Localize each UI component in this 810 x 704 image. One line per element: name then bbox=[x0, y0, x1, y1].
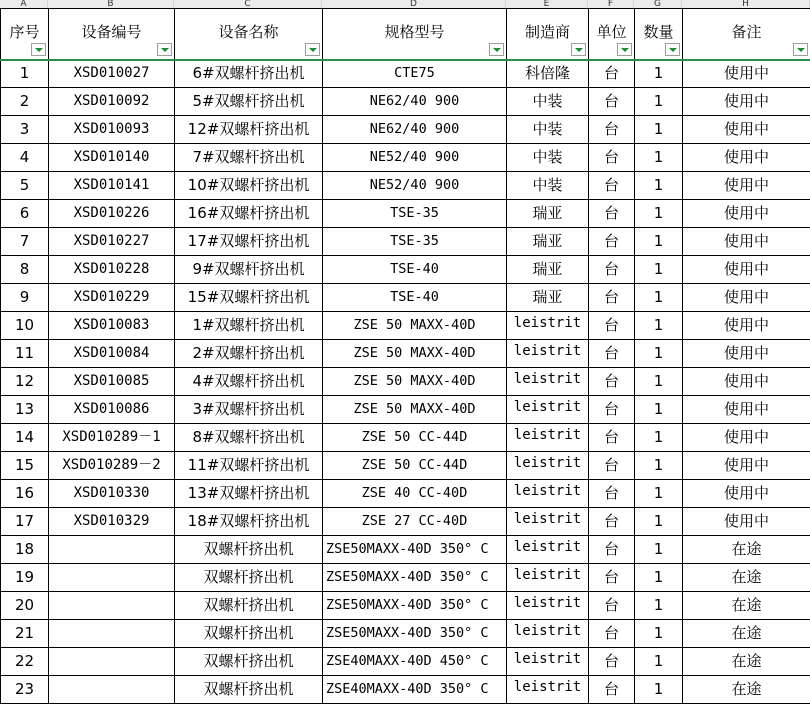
cell-remark[interactable]: 在途 bbox=[683, 620, 810, 648]
cell-remark[interactable]: 在途 bbox=[683, 592, 810, 620]
cell-quantity[interactable]: 1 bbox=[635, 368, 683, 396]
cell-remark[interactable]: 使用中 bbox=[683, 424, 810, 452]
cell-manufacturer[interactable]: leistrit bbox=[507, 368, 589, 396]
filter-dropdown-icon[interactable] bbox=[665, 43, 680, 56]
header-cell-manufacturer[interactable] bbox=[507, 9, 589, 60]
table-row bbox=[1, 172, 810, 200]
cell-equipment-code[interactable]: XSD010228 bbox=[49, 256, 175, 284]
data-table bbox=[0, 8, 810, 704]
cell-spec-model[interactable]: TSE-35 bbox=[323, 228, 507, 256]
cell-spec-model[interactable]: ZSE 50 MAXX-40D bbox=[323, 340, 507, 368]
cell-quantity[interactable]: 1 bbox=[635, 116, 683, 144]
cell-equipment-code[interactable]: XSD010140 bbox=[49, 144, 175, 172]
cell-manufacturer[interactable]: leistrit bbox=[507, 396, 589, 424]
cell-spec-model[interactable]: ZSE 50 CC-44D bbox=[323, 424, 507, 452]
cell-unit[interactable]: 台 bbox=[589, 648, 635, 676]
filter-dropdown-icon[interactable] bbox=[617, 43, 632, 56]
cell-equipment-code[interactable]: XSD010227 bbox=[49, 228, 175, 256]
cell-manufacturer[interactable]: 瑞亚 bbox=[507, 228, 589, 256]
cell-spec-model[interactable]: ZSE 40 CC-40D bbox=[323, 480, 507, 508]
header-cell-unit[interactable] bbox=[589, 9, 635, 60]
cell-remark[interactable]: 使用中 bbox=[683, 144, 810, 172]
table-row bbox=[1, 508, 810, 536]
cell-equipment-name[interactable]: 双螺杆挤出机 bbox=[175, 648, 323, 676]
header-label: 单位 bbox=[596, 22, 627, 41]
cell-remark[interactable]: 使用中 bbox=[683, 172, 810, 200]
header-cell-equipment-code[interactable] bbox=[49, 9, 175, 60]
cell-remark[interactable]: 在途 bbox=[683, 676, 810, 704]
cell-spec-model[interactable]: TSE-35 bbox=[323, 200, 507, 228]
header-label: 制造商 bbox=[524, 22, 570, 41]
cell-equipment-name[interactable]: 8#双螺杆挤出机 bbox=[175, 424, 323, 452]
cell-manufacturer[interactable]: leistrit bbox=[507, 620, 589, 648]
table-row bbox=[1, 396, 810, 424]
cell-remark[interactable]: 使用中 bbox=[683, 200, 810, 228]
cell-manufacturer[interactable]: 中装 bbox=[507, 116, 589, 144]
header-label: 数量 bbox=[643, 22, 674, 41]
cell-seq[interactable]: 6 bbox=[1, 200, 49, 228]
column-letter-unit[interactable]: F bbox=[588, 0, 634, 8]
cell-manufacturer[interactable]: leistrit bbox=[507, 452, 589, 480]
cell-seq[interactable]: 22 bbox=[1, 648, 49, 676]
cell-equipment-code[interactable]: XSD010289－1 bbox=[49, 424, 175, 452]
cell-unit[interactable]: 台 bbox=[589, 564, 635, 592]
cell-unit[interactable]: 台 bbox=[589, 88, 635, 116]
table-row bbox=[1, 592, 810, 620]
freeze-pane-line bbox=[0, 59, 810, 61]
cell-equipment-code[interactable]: XSD010027 bbox=[49, 60, 175, 88]
cell-equipment-name[interactable]: 11#双螺杆挤出机 bbox=[175, 452, 323, 480]
cell-unit[interactable]: 台 bbox=[589, 424, 635, 452]
table-row bbox=[1, 648, 810, 676]
cell-quantity[interactable]: 1 bbox=[635, 144, 683, 172]
table-row bbox=[1, 228, 810, 256]
cell-equipment-name[interactable]: 6#双螺杆挤出机 bbox=[175, 60, 323, 88]
cell-seq[interactable]: 21 bbox=[1, 620, 49, 648]
table-row bbox=[1, 60, 810, 88]
cell-quantity[interactable]: 1 bbox=[635, 564, 683, 592]
cell-unit[interactable]: 台 bbox=[589, 480, 635, 508]
cell-quantity[interactable]: 1 bbox=[635, 536, 683, 564]
table-row bbox=[1, 88, 810, 116]
table-row bbox=[1, 536, 810, 564]
cell-remark[interactable]: 使用中 bbox=[683, 284, 810, 312]
table-row bbox=[1, 452, 810, 480]
header-cell-seq[interactable] bbox=[1, 9, 49, 60]
cell-manufacturer[interactable]: 瑞亚 bbox=[507, 284, 589, 312]
filter-dropdown-icon[interactable] bbox=[305, 43, 320, 56]
cell-quantity[interactable]: 1 bbox=[635, 60, 683, 88]
header-row bbox=[1, 9, 810, 60]
cell-seq[interactable]: 15 bbox=[1, 452, 49, 480]
cell-equipment-name[interactable]: 18#双螺杆挤出机 bbox=[175, 508, 323, 536]
cell-manufacturer[interactable]: leistrit bbox=[507, 592, 589, 620]
cell-equipment-name[interactable]: 双螺杆挤出机 bbox=[175, 676, 323, 704]
cell-spec-model[interactable]: ZSE40MAXX-40D 450° C bbox=[323, 648, 507, 676]
cell-remark[interactable]: 使用中 bbox=[683, 508, 810, 536]
filter-dropdown-icon[interactable] bbox=[793, 43, 808, 56]
table-row bbox=[1, 424, 810, 452]
table-row bbox=[1, 564, 810, 592]
cell-equipment-name[interactable]: 双螺杆挤出机 bbox=[175, 620, 323, 648]
cell-equipment-name[interactable]: 15#双螺杆挤出机 bbox=[175, 284, 323, 312]
header-label: 备注 bbox=[731, 22, 762, 41]
cell-seq[interactable]: 10 bbox=[1, 312, 49, 340]
cell-quantity[interactable]: 1 bbox=[635, 284, 683, 312]
cell-manufacturer[interactable]: 中装 bbox=[507, 88, 589, 116]
cell-remark[interactable]: 在途 bbox=[683, 536, 810, 564]
cell-quantity[interactable]: 1 bbox=[635, 172, 683, 200]
cell-quantity[interactable]: 1 bbox=[635, 620, 683, 648]
cell-seq[interactable]: 23 bbox=[1, 676, 49, 704]
cell-quantity[interactable]: 1 bbox=[635, 424, 683, 452]
cell-manufacturer[interactable]: leistrit bbox=[507, 340, 589, 368]
header-cell-equipment-name[interactable] bbox=[175, 9, 323, 60]
cell-quantity[interactable]: 1 bbox=[635, 396, 683, 424]
cell-remark[interactable]: 在途 bbox=[683, 648, 810, 676]
cell-equipment-name[interactable]: 1#双螺杆挤出机 bbox=[175, 312, 323, 340]
cell-quantity[interactable]: 1 bbox=[635, 592, 683, 620]
cell-equipment-code[interactable]: XSD010093 bbox=[49, 116, 175, 144]
cell-seq[interactable]: 4 bbox=[1, 144, 49, 172]
cell-equipment-code[interactable]: XSD010329 bbox=[49, 508, 175, 536]
table-row bbox=[1, 340, 810, 368]
cell-manufacturer[interactable]: leistrit bbox=[507, 648, 589, 676]
cell-spec-model[interactable]: TSE-40 bbox=[323, 284, 507, 312]
cell-equipment-code[interactable] bbox=[49, 564, 175, 592]
cell-seq[interactable]: 3 bbox=[1, 116, 49, 144]
cell-equipment-code[interactable]: XSD010289－2 bbox=[49, 452, 175, 480]
cell-unit[interactable]: 台 bbox=[589, 620, 635, 648]
filter-dropdown-icon[interactable] bbox=[157, 43, 172, 56]
cell-equipment-name[interactable]: 双螺杆挤出机 bbox=[175, 536, 323, 564]
cell-equipment-code[interactable]: XSD010084 bbox=[49, 340, 175, 368]
header-cell-remark[interactable] bbox=[683, 9, 810, 60]
column-letter-quantity[interactable]: G bbox=[634, 0, 682, 8]
cell-remark[interactable]: 使用中 bbox=[683, 116, 810, 144]
cell-quantity[interactable]: 1 bbox=[635, 508, 683, 536]
table-row bbox=[1, 676, 810, 704]
header-label: 设备名称 bbox=[218, 22, 279, 41]
cell-equipment-name[interactable]: 5#双螺杆挤出机 bbox=[175, 88, 323, 116]
cell-equipment-name[interactable]: 17#双螺杆挤出机 bbox=[175, 228, 323, 256]
cell-unit[interactable]: 台 bbox=[589, 116, 635, 144]
cell-seq[interactable]: 20 bbox=[1, 592, 49, 620]
cell-unit[interactable]: 台 bbox=[589, 200, 635, 228]
cell-seq[interactable]: 2 bbox=[1, 88, 49, 116]
cell-seq[interactable]: 11 bbox=[1, 340, 49, 368]
cell-spec-model[interactable]: ZSE50MAXX-40D 350° C bbox=[323, 564, 507, 592]
header-label: 规格型号 bbox=[384, 22, 445, 41]
cell-unit[interactable]: 台 bbox=[589, 312, 635, 340]
cell-spec-model[interactable]: ZSE 50 CC-44D bbox=[323, 452, 507, 480]
cell-equipment-name[interactable]: 双螺杆挤出机 bbox=[175, 564, 323, 592]
cell-equipment-code[interactable]: XSD010330 bbox=[49, 480, 175, 508]
cell-remark[interactable]: 使用中 bbox=[683, 60, 810, 88]
cell-quantity[interactable]: 1 bbox=[635, 312, 683, 340]
cell-quantity[interactable]: 1 bbox=[635, 648, 683, 676]
cell-unit[interactable]: 台 bbox=[589, 228, 635, 256]
cell-unit[interactable]: 台 bbox=[589, 256, 635, 284]
table-row bbox=[1, 480, 810, 508]
cell-equipment-name[interactable]: 10#双螺杆挤出机 bbox=[175, 172, 323, 200]
cell-seq[interactable]: 5 bbox=[1, 172, 49, 200]
cell-quantity[interactable]: 1 bbox=[635, 480, 683, 508]
cell-manufacturer[interactable]: 科倍隆 bbox=[507, 60, 589, 88]
cell-remark[interactable]: 使用中 bbox=[683, 480, 810, 508]
cell-manufacturer[interactable]: leistrit bbox=[507, 564, 589, 592]
column-letter-equipment-code[interactable]: B bbox=[48, 0, 174, 8]
table-row bbox=[1, 200, 810, 228]
cell-equipment-code[interactable] bbox=[49, 676, 175, 704]
cell-equipment-code[interactable] bbox=[49, 620, 175, 648]
cell-seq[interactable]: 12 bbox=[1, 368, 49, 396]
cell-spec-model[interactable]: NE62/40 900 bbox=[323, 88, 507, 116]
cell-spec-model[interactable]: CTE75 bbox=[323, 60, 507, 88]
cell-spec-model[interactable]: ZSE 50 MAXX-40D bbox=[323, 368, 507, 396]
cell-seq[interactable]: 13 bbox=[1, 396, 49, 424]
cell-equipment-code[interactable]: XSD010092 bbox=[49, 88, 175, 116]
cell-unit[interactable]: 台 bbox=[589, 676, 635, 704]
cell-spec-model[interactable]: ZSE50MAXX-40D 350° C bbox=[323, 592, 507, 620]
cell-quantity[interactable]: 1 bbox=[635, 340, 683, 368]
table-row bbox=[1, 368, 810, 396]
cell-seq[interactable]: 14 bbox=[1, 424, 49, 452]
column-letter-seq[interactable]: A bbox=[0, 0, 48, 8]
cell-remark[interactable]: 使用中 bbox=[683, 340, 810, 368]
cell-manufacturer[interactable]: leistrit bbox=[507, 424, 589, 452]
table-row bbox=[1, 256, 810, 284]
table-row bbox=[1, 116, 810, 144]
cell-seq[interactable]: 9 bbox=[1, 284, 49, 312]
cell-unit[interactable]: 台 bbox=[589, 60, 635, 88]
cell-remark[interactable]: 使用中 bbox=[683, 256, 810, 284]
cell-equipment-code[interactable]: XSD010229 bbox=[49, 284, 175, 312]
cell-quantity[interactable]: 1 bbox=[635, 200, 683, 228]
cell-quantity[interactable]: 1 bbox=[635, 452, 683, 480]
cell-spec-model[interactable]: NE52/40 900 bbox=[323, 172, 507, 200]
cell-remark[interactable]: 使用中 bbox=[683, 228, 810, 256]
cell-equipment-name[interactable]: 9#双螺杆挤出机 bbox=[175, 256, 323, 284]
cell-manufacturer[interactable]: leistrit bbox=[507, 508, 589, 536]
cell-spec-model[interactable]: ZSE40MAXX-40D 350° C bbox=[323, 676, 507, 704]
cell-seq[interactable]: 17 bbox=[1, 508, 49, 536]
cell-unit[interactable]: 台 bbox=[589, 368, 635, 396]
cell-remark[interactable]: 使用中 bbox=[683, 368, 810, 396]
cell-manufacturer[interactable]: 瑞亚 bbox=[507, 256, 589, 284]
cell-manufacturer[interactable]: 中装 bbox=[507, 172, 589, 200]
cell-equipment-name[interactable]: 16#双螺杆挤出机 bbox=[175, 200, 323, 228]
cell-remark[interactable]: 在途 bbox=[683, 564, 810, 592]
cell-manufacturer[interactable]: 瑞亚 bbox=[507, 200, 589, 228]
cell-equipment-code[interactable] bbox=[49, 592, 175, 620]
filter-dropdown-icon[interactable] bbox=[571, 43, 586, 56]
cell-unit[interactable]: 台 bbox=[589, 172, 635, 200]
cell-seq[interactable]: 1 bbox=[1, 60, 49, 88]
table-row bbox=[1, 284, 810, 312]
cell-spec-model[interactable]: ZSE50MAXX-40D 350° C bbox=[323, 536, 507, 564]
cell-spec-model[interactable]: ZSE 27 CC-40D bbox=[323, 508, 507, 536]
cell-remark[interactable]: 使用中 bbox=[683, 88, 810, 116]
cell-quantity[interactable]: 1 bbox=[635, 256, 683, 284]
cell-unit[interactable]: 台 bbox=[589, 284, 635, 312]
cell-spec-model[interactable]: NE52/40 900 bbox=[323, 144, 507, 172]
cell-manufacturer[interactable]: leistrit bbox=[507, 676, 589, 704]
column-letter-spec-model[interactable]: D bbox=[322, 0, 506, 8]
column-letter-remark[interactable]: H bbox=[682, 0, 810, 8]
cell-equipment-name[interactable]: 4#双螺杆挤出机 bbox=[175, 368, 323, 396]
cell-seq[interactable]: 18 bbox=[1, 536, 49, 564]
table-row bbox=[1, 620, 810, 648]
filter-dropdown-icon[interactable] bbox=[31, 43, 46, 56]
cell-equipment-name[interactable]: 双螺杆挤出机 bbox=[175, 592, 323, 620]
cell-unit[interactable]: 台 bbox=[589, 592, 635, 620]
cell-seq[interactable]: 16 bbox=[1, 480, 49, 508]
cell-equipment-name[interactable]: 2#双螺杆挤出机 bbox=[175, 340, 323, 368]
cell-manufacturer[interactable]: 中装 bbox=[507, 144, 589, 172]
cell-unit[interactable]: 台 bbox=[589, 144, 635, 172]
cell-manufacturer[interactable]: leistrit bbox=[507, 480, 589, 508]
column-letter-manufacturer[interactable]: E bbox=[506, 0, 588, 8]
cell-quantity[interactable]: 1 bbox=[635, 88, 683, 116]
header-label: 序号 bbox=[9, 22, 40, 41]
filter-dropdown-icon[interactable] bbox=[489, 43, 504, 56]
cell-equipment-code[interactable]: XSD010086 bbox=[49, 396, 175, 424]
cell-spec-model[interactable]: TSE-40 bbox=[323, 256, 507, 284]
cell-equipment-name[interactable]: 13#双螺杆挤出机 bbox=[175, 480, 323, 508]
cell-manufacturer[interactable]: leistrit bbox=[507, 536, 589, 564]
cell-seq[interactable]: 19 bbox=[1, 564, 49, 592]
table-row bbox=[1, 144, 810, 172]
cell-unit[interactable]: 台 bbox=[589, 396, 635, 424]
cell-equipment-name[interactable]: 3#双螺杆挤出机 bbox=[175, 396, 323, 424]
cell-seq[interactable]: 8 bbox=[1, 256, 49, 284]
header-cell-spec-model[interactable] bbox=[323, 9, 507, 60]
cell-quantity[interactable]: 1 bbox=[635, 676, 683, 704]
table-row bbox=[1, 312, 810, 340]
cell-equipment-name[interactable]: 7#双螺杆挤出机 bbox=[175, 144, 323, 172]
header-label: 设备编号 bbox=[81, 22, 142, 41]
header-cell-quantity[interactable] bbox=[635, 9, 683, 60]
cell-equipment-code[interactable]: XSD010226 bbox=[49, 200, 175, 228]
cell-unit[interactable]: 台 bbox=[589, 536, 635, 564]
cell-unit[interactable]: 台 bbox=[589, 452, 635, 480]
cell-equipment-code[interactable] bbox=[49, 536, 175, 564]
cell-quantity[interactable]: 1 bbox=[635, 228, 683, 256]
cell-remark[interactable]: 使用中 bbox=[683, 452, 810, 480]
column-letter-header bbox=[0, 0, 810, 8]
cell-spec-model[interactable]: ZSE 50 MAXX-40D bbox=[323, 396, 507, 424]
cell-unit[interactable]: 台 bbox=[589, 340, 635, 368]
cell-equipment-code[interactable]: XSD010085 bbox=[49, 368, 175, 396]
cell-manufacturer[interactable]: leistrit bbox=[507, 312, 589, 340]
cell-equipment-code[interactable] bbox=[49, 648, 175, 676]
cell-remark[interactable]: 使用中 bbox=[683, 312, 810, 340]
cell-unit[interactable]: 台 bbox=[589, 508, 635, 536]
cell-equipment-code[interactable]: XSD010083 bbox=[49, 312, 175, 340]
cell-spec-model[interactable]: NE62/40 900 bbox=[323, 116, 507, 144]
cell-spec-model[interactable]: ZSE50MAXX-40D 350° C bbox=[323, 620, 507, 648]
cell-equipment-code[interactable]: XSD010141 bbox=[49, 172, 175, 200]
cell-seq[interactable]: 7 bbox=[1, 228, 49, 256]
cell-equipment-name[interactable]: 12#双螺杆挤出机 bbox=[175, 116, 323, 144]
cell-remark[interactable]: 使用中 bbox=[683, 396, 810, 424]
column-letter-equipment-name[interactable]: C bbox=[174, 0, 322, 8]
cell-spec-model[interactable]: ZSE 50 MAXX-40D bbox=[323, 312, 507, 340]
